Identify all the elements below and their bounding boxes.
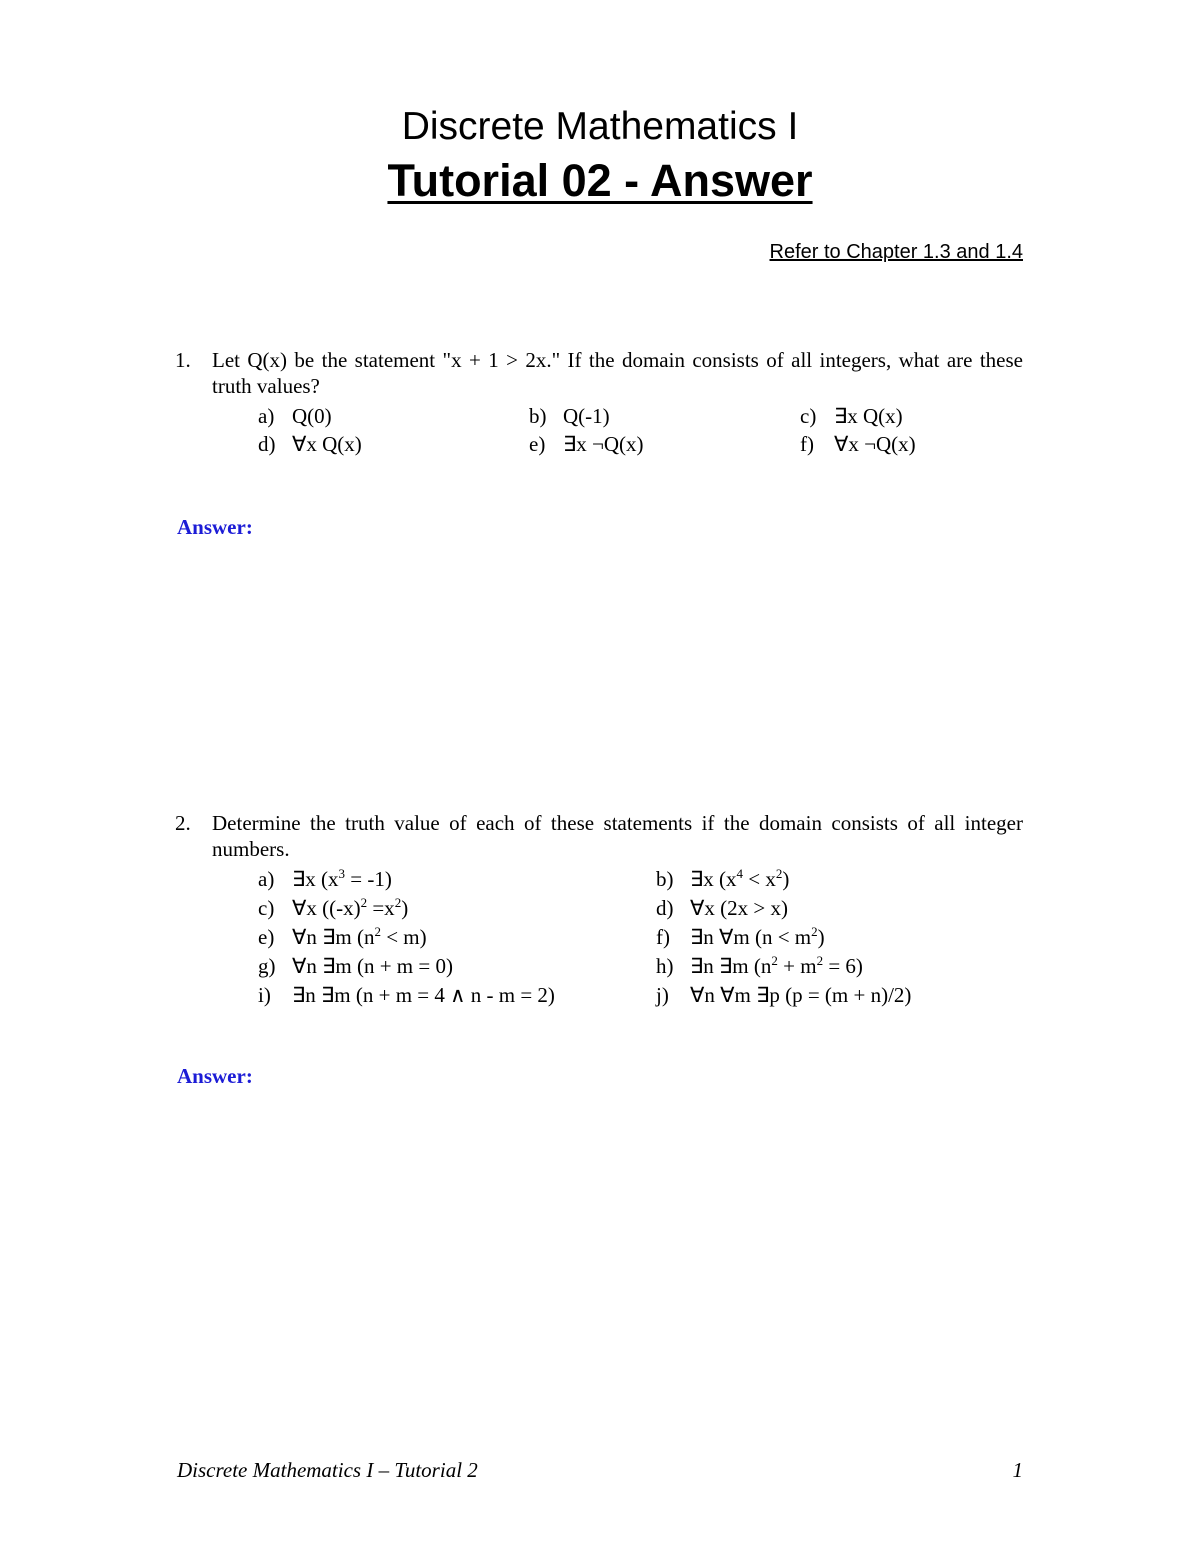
option-expression: ∀n ∃m (n + m = 0) [292,954,453,978]
q1-option-c [800,402,903,430]
q1-option-f [800,430,916,458]
option-label: d) [258,432,276,456]
option-expression: ∃x $(x^3 = -1)$ [292,866,392,891]
option-expression: ∃x $(x^4 < x^2)$ [690,866,790,891]
option-label: e) [258,925,275,949]
q1-option-a [258,402,332,430]
option-label: c) [258,896,275,920]
q2-option-d [656,894,788,922]
q1-option-d [258,430,362,458]
q1-option-b [529,402,610,430]
document-subtitle: Tutorial 02 - Answer [387,155,813,206]
option-label: b) [529,404,547,428]
question-1-text: Let Q(x) be the statement "x + 1 > 2x." If the domain consists of all integers, what are these truth values? [212,348,1023,398]
question-1-answer-label: Answer: [177,515,253,539]
q2-option-b [656,865,789,893]
footer-page-number: 1 [1012,1458,1023,1482]
option-label: h) [656,954,674,978]
option-expression: ∃n ∃m (n + m = 4 ∧ n - m = 2) [292,983,555,1007]
option-expression: ∀x ¬Q(x) [834,432,916,456]
q2-option-e [258,923,427,951]
option-label: a) [258,867,275,891]
option-expression: ∀x $((-x)^2 =x^2)$ [292,895,409,920]
question-1-number: 1. [175,348,191,372]
option-expression: ∀n ∃m $(n^2 < m)$ [292,924,427,949]
q2-option-c [258,894,408,922]
option-label: a) [258,404,275,428]
option-label: c) [800,404,817,428]
option-label: f) [656,925,670,949]
question-2-text: Determine the truth value of each of these statements if the domain consists of all integer numbers. [212,811,1023,861]
option-expression: ∃x ¬Q(x) [563,432,644,456]
q2-option-h [656,952,863,980]
q2-option-i [258,981,555,1009]
q1-option-e [529,430,644,458]
q2-option-g [258,952,453,980]
option-label: g) [258,954,276,978]
option-expression: Q(-1) [563,404,610,428]
question-2-answer-label: Answer: [177,1064,253,1088]
option-label: f) [800,432,814,456]
option-label: b) [656,867,674,891]
q2-option-j [656,981,911,1009]
option-expression: ∀x Q(x) [292,432,362,456]
option-label: e) [529,432,546,456]
option-expression: ∃n ∀m $(n < m^2)$ [690,924,825,949]
option-expression: ∀n ∀m ∃p (p = (m + n)/2) [690,983,912,1007]
chapter-reference: Refer to Chapter 1.3 and 1.4 [769,241,1023,263]
footer-title: Discrete Mathematics I – Tutorial 2 [177,1458,478,1482]
question-2-number: 2. [175,811,191,835]
option-expression: Q(0) [292,404,332,428]
option-label: i) [258,983,271,1007]
option-expression: ∃n ∃m $(n^2 + m^2 = 6)$ [690,953,863,978]
q2-option-a [258,865,392,893]
option-label: d) [656,896,674,920]
q2-option-f [656,923,825,951]
option-label: j) [656,983,669,1007]
option-expression: ∃x Q(x) [834,404,903,428]
option-expression: ∀x (2x > x) [690,896,788,920]
document-title: Discrete Mathematics I [401,105,799,148]
